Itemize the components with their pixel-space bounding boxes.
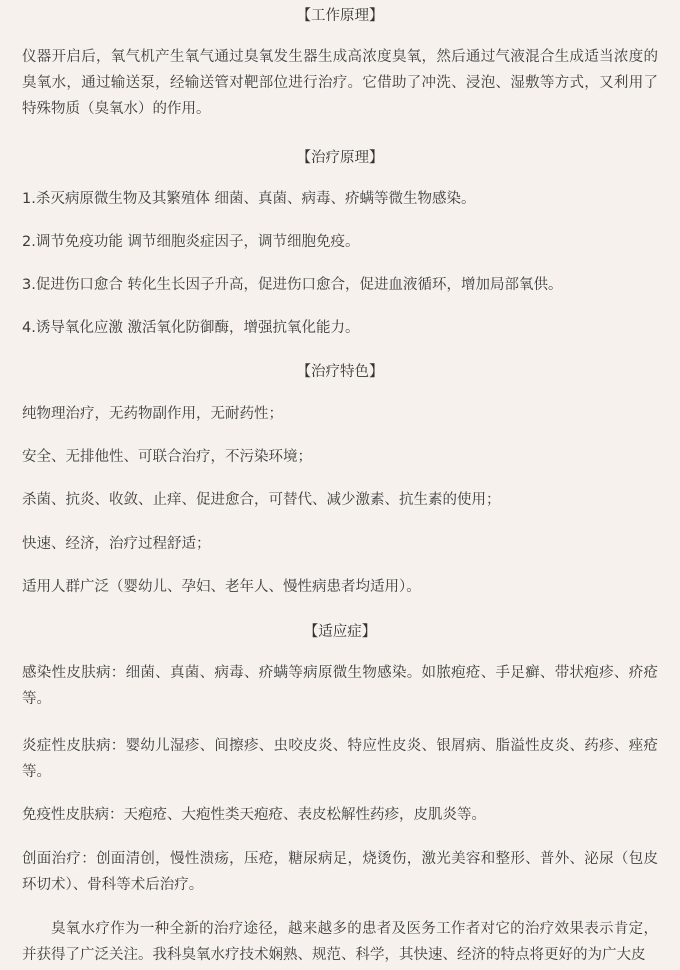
heading-treatment-principle: 【治疗原理】 xyxy=(296,150,384,166)
treatment-principle-item-2: 2.调节免疫功能 调节细胞炎症因子，调节细胞免疫。 xyxy=(22,234,360,250)
treatment-principle-item-3: 3.促进伤口愈合 转化生长因子升高，促进伤口愈合，促进血液循环，增加局部氧供。 xyxy=(22,277,563,293)
treatment-feature-item-2: 安全、无排他性、可联合治疗，不污染环境； xyxy=(22,449,312,465)
heading-work-principle: 【工作原理】 xyxy=(296,8,384,24)
paragraph-work-principle: 仪器开启后，氧气机产生氧气通过臭氧发生器生成高浓度臭氧，然后通过气液混合生成适当浓度的臭氧水，通过输送泵，经输送管对靶部位进行治疗。它借助了冲洗、浸泡、湿敷等方式，又利用了特殊物质（臭氧水）的作用。 xyxy=(22,49,658,117)
treatment-feature-item-5: 适用人群广泛（婴幼儿、孕妇、老年人、慢性病患者均适用）。 xyxy=(22,579,421,595)
indication-item-3: 免疫性皮肤病：天疱疮、大疱性类天疱疮、表皮松解性药疹，皮肌炎等。 xyxy=(22,807,486,823)
treatment-feature-item-3: 杀菌、抗炎、收敛、止痒、促进愈合，可替代、减少激素、抗生素的使用； xyxy=(22,492,501,508)
indication-item-2: 炎症性皮肤病：婴幼儿湿疹、间擦疹、虫咬皮炎、特应性皮炎、银屑病、脂溢性皮炎、药疹、痤疮等。 xyxy=(22,738,658,780)
indication-item-4: 创面治疗：创面清创，慢性溃疡，压疮，糖尿病足，烧烫伤，激光美容和整形、普外、泌尿（包皮环切术）、骨科等术后治疗。 xyxy=(22,851,658,893)
treatment-principle-item-1: 1.杀灭病原微生物及其繁殖体 细菌、真菌、病毒、疥螨等微生物感染。 xyxy=(22,191,476,207)
closing-paragraph: 臭氧水疗作为一种全新的治疗途径，越来越多的患者及医务工作者对它的治疗效果表示肯定，并获得了广泛关注。我科臭氧水疗技术娴熟、规范、科学，其快速、经济的特点将更好的为广大皮 xyxy=(22,921,658,963)
treatment-feature-item-1: 纯物理治疗，无药物副作用，无耐药性； xyxy=(22,406,283,422)
heading-treatment-features: 【治疗特色】 xyxy=(296,364,384,380)
heading-indications: 【适应症】 xyxy=(303,624,377,640)
indication-item-1: 感染性皮肤病：细菌、真菌、病毒、疥螨等病原微生物感染。如脓疱疮、手足癣、带状疱疹、疥疮等。 xyxy=(22,665,658,707)
treatment-principle-item-4: 4.诱导氧化应激 激活氧化防御酶，增强抗氧化能力。 xyxy=(22,320,360,336)
treatment-feature-item-4: 快速、经济，治疗过程舒适； xyxy=(22,536,211,552)
